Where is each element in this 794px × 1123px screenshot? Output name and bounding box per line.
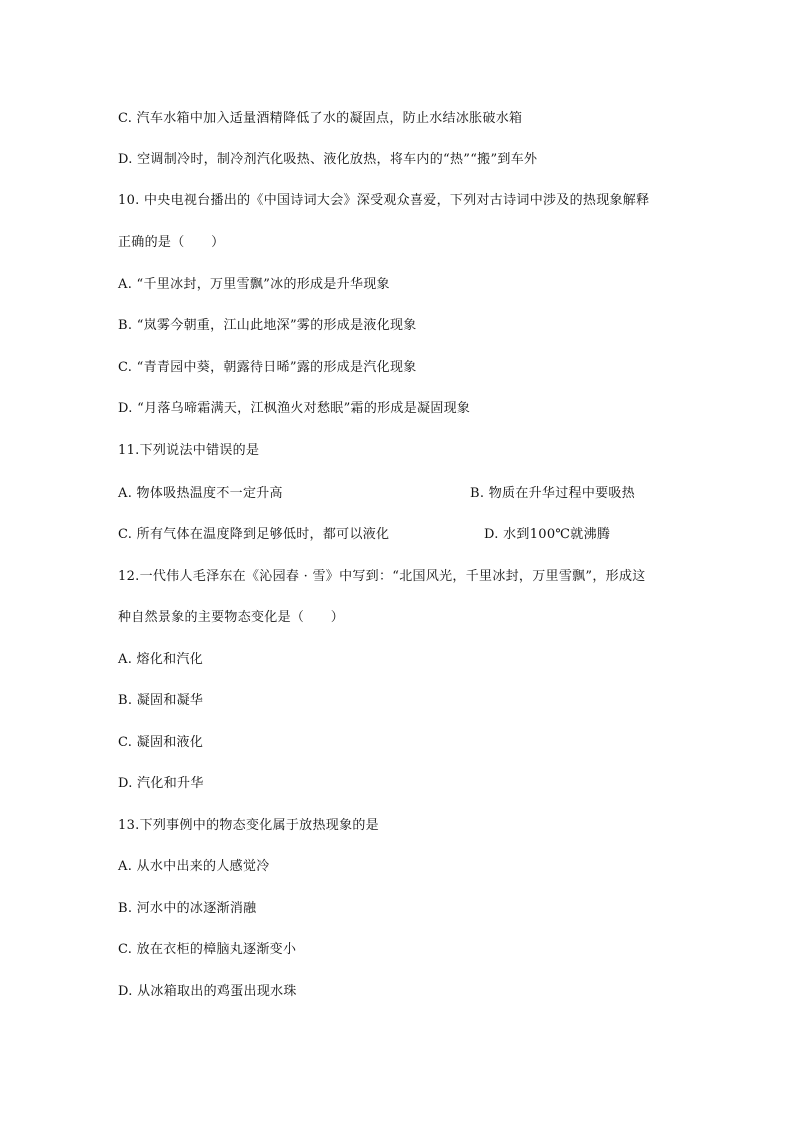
q13-option-b: B. 河水中的冰逐渐消融 — [118, 901, 257, 916]
q12-option-a: A. 熔化和汽化 — [118, 652, 204, 667]
q12-option-d: D. 汽化和升华 — [118, 776, 204, 791]
q9-option-d: D. 空调制冷时，制冷剂汽化吸热、液化放热，将车内的“热”“搬”到车外 — [118, 152, 538, 167]
q10-option-d: D. “月落乌啼霜满天，江枫渔火对愁眠”霜的形成是凝固现象 — [118, 401, 471, 416]
q12-stem-line2: 种自然景象的主要物态变化是（ ） — [118, 610, 345, 625]
q11-option-b: B. 物质在升华过程中要吸热 — [470, 486, 636, 501]
q11-option-c: C. 所有气体在温度降到足够低时，都可以液化 — [118, 527, 390, 542]
q9-option-c: C. 汽车水箱中加入适量酒精降低了水的凝固点，防止水结冰胀破水箱 — [118, 111, 523, 126]
q12-stem-line1: 12.一代伟人毛泽东在《沁园春 · 雪》中写到：“北国风光，千里冰封，万里雪飘”，形成这 — [118, 569, 646, 584]
q11-option-d: D. 水到100℃就沸腾 — [484, 527, 611, 542]
q10-option-a: A. “千里冰封，万里雪飘”冰的形成是升华现象 — [118, 277, 390, 292]
q10-stem-line1: 10. 中央电视台播出的《中国诗词大会》深受观众喜爱，下列对古诗词中涉及的热现象解释 — [118, 193, 650, 208]
q12-option-b: B. 凝固和凝华 — [118, 693, 204, 708]
q13-stem: 13.下列事例中的物态变化属于放热现象的是 — [118, 818, 379, 833]
q10-stem-line2: 正确的是（ ） — [118, 235, 225, 250]
q13-option-a: A. 从水中出来的人感觉冷 — [118, 859, 270, 874]
q13-option-d: D. 从冰箱取出的鸡蛋出现水珠 — [118, 984, 297, 999]
q13-option-c: C. 放在衣柜的樟脑丸逐渐变小 — [118, 942, 297, 957]
q12-option-c: C. 凝固和液化 — [118, 735, 204, 750]
q11-option-a: A. 物体吸热温度不一定升高 — [118, 486, 283, 501]
q10-option-b: B. “岚雾今朝重，江山此地深”雾的形成是液化现象 — [118, 318, 417, 333]
q10-option-c: C. “青青园中葵，朝露待日晞”露的形成是汽化现象 — [118, 360, 417, 375]
q11-stem: 11.下列说法中错误的是 — [118, 443, 260, 458]
